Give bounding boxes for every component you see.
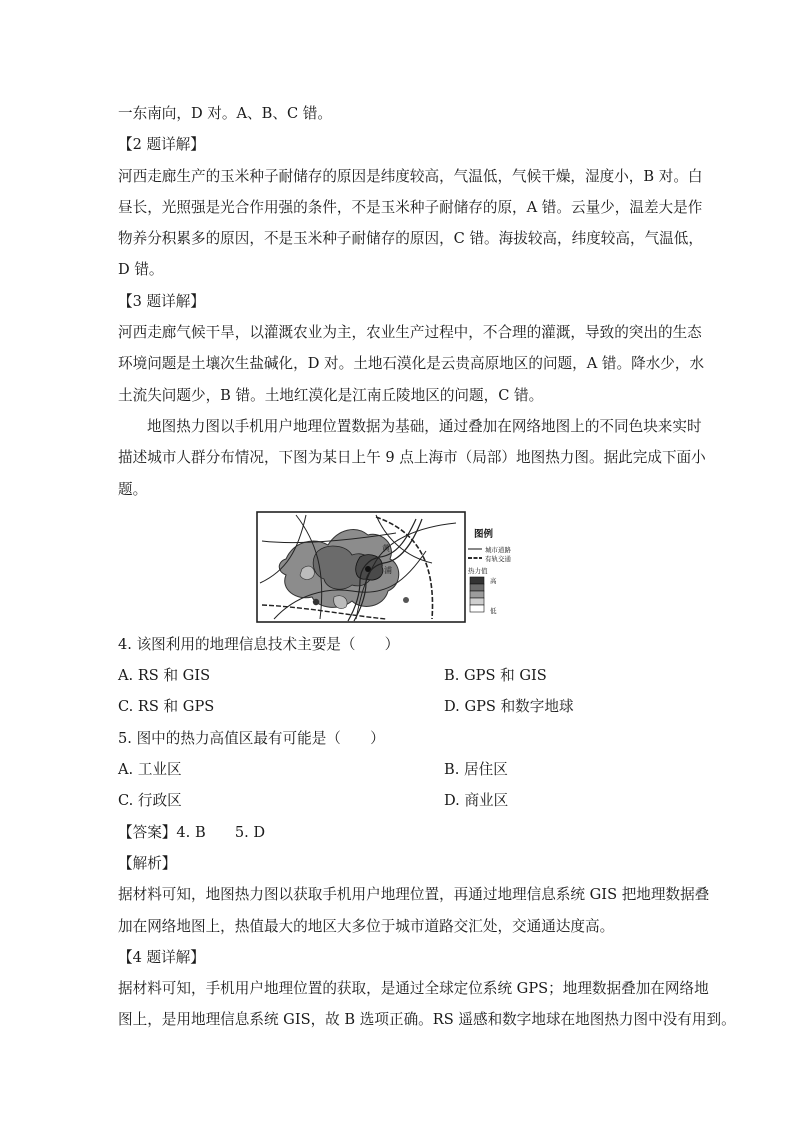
q5-options-row <box>118 754 684 785</box>
q5-options-row <box>118 785 684 816</box>
q4-option-a: A. RS 和 GIS <box>118 667 211 685</box>
q4-detail-heading: 【4 题详解】 <box>118 948 205 966</box>
legend-rail-label: 有轨交通 <box>485 554 511 563</box>
legend-heat-swatch <box>470 591 484 598</box>
q4-stem: 4. 该图利用的地理信息技术主要是（ ） <box>118 635 400 653</box>
legend-heat-swatch <box>470 577 484 584</box>
q5-stem: 5. 图中的热力高值区最有可能是（ ） <box>118 729 385 747</box>
q4-option-c: C. RS 和 GPS <box>118 698 215 716</box>
heat-map-figure <box>118 505 684 629</box>
q5-option-b: B. 居住区 <box>444 761 508 779</box>
legend-heat-label: 热力值 <box>468 566 488 575</box>
q5-option-a: A. 工业区 <box>118 761 182 779</box>
q4-option-d: D. GPS 和数字地球 <box>444 698 574 716</box>
q3-detail-line: 土流失问题少，B 错。土地红漠化是江南丘陵地区的问题，C 错。 <box>118 386 544 404</box>
analysis-line: 据材料可知，地图热力图以获取手机用户地理位置，再通过地理信息系统 GIS 把地理数据叠 <box>118 886 710 904</box>
q5-option-c: C. 行政区 <box>118 792 182 810</box>
q2-detail-line: D 错。 <box>118 261 164 279</box>
heat-spot <box>313 599 319 605</box>
answer-line: 【答案】4. B 5. D <box>118 823 266 841</box>
material-line: 地图热力图以手机用户地理位置数据为基础，通过叠加在网络地图上的不同色块来实时 <box>147 417 702 435</box>
legend-low-label: 低 <box>490 606 497 615</box>
q2-detail-line: 物养分积累多的原因，不是玉米种子耐储存的原因，C 错。海拔较高，纬度较高，气温低， <box>118 230 703 248</box>
q3-detail-line: 环境问题是土壤次生盐碱化，D 对。土地石漠化是云贵高原地区的问题，A 错。降水少，水 <box>118 355 705 373</box>
document-page <box>118 98 736 1036</box>
label-pu: 浦 <box>384 565 392 575</box>
legend-heat-swatch <box>470 584 484 591</box>
q2-detail-line: 河西走廊生产的玉米种子耐储存的原因是纬度较高，气温低，气候干燥，湿度小，B 对。白 <box>118 167 703 185</box>
previous-answer-tail: 一东南向，D 对。A、B、C 错。 <box>118 105 332 122</box>
legend-road-label: 城市道路 <box>485 545 511 554</box>
q4-options-row <box>118 660 684 691</box>
analysis-heading: 【解析】 <box>118 854 177 872</box>
q2-detail-heading: 【2 题详解】 <box>118 136 205 154</box>
q4-options-row <box>118 691 684 722</box>
shanghai-heat-map <box>256 511 466 623</box>
q2-detail-line: 昼长，光照强是光合作用强的条件，不是玉米种子耐储存的原，A 错。云量少，温差大是作 <box>118 198 703 216</box>
map-legend-panel <box>466 511 528 623</box>
legend-high-label: 高 <box>490 576 497 585</box>
q4-detail-line: 图上，是用地理信息系统 GIS，故 B 选项正确。RS 遥感和数字地球在地图热力图中没有用到。 <box>118 1011 736 1029</box>
heat-spot <box>403 597 409 603</box>
legend-heat-swatch <box>470 605 484 612</box>
material-line: 题。 <box>118 480 148 498</box>
analysis-line: 加在网络地图上，热值最大的地区大多位于城市道路交汇处，交通通达度高。 <box>118 917 615 935</box>
q4-option-b: B. GPS 和 GIS <box>444 667 547 685</box>
legend-heat-swatch <box>470 598 484 605</box>
label-huang: 黄 <box>382 543 390 553</box>
material-line: 描述城市人群分布情况，下图为某日上午 9 点上海市（局部）地图热力图。据此完成下面小 <box>118 449 706 467</box>
q3-detail-line: 河西走廊气候干旱，以灌溉农业为主，农业生产过程中，不合理的灌溉，导致的突出的生态 <box>118 324 702 342</box>
legend-title-text: 图例 <box>474 528 494 540</box>
q5-option-d: D. 商业区 <box>444 792 509 810</box>
q3-detail-heading: 【3 题详解】 <box>118 292 205 310</box>
q4-detail-line: 据材料可知，手机用户地理位置的获取，是通过全球定位系统 GPS；地理数据叠加在网络地 <box>118 980 709 998</box>
